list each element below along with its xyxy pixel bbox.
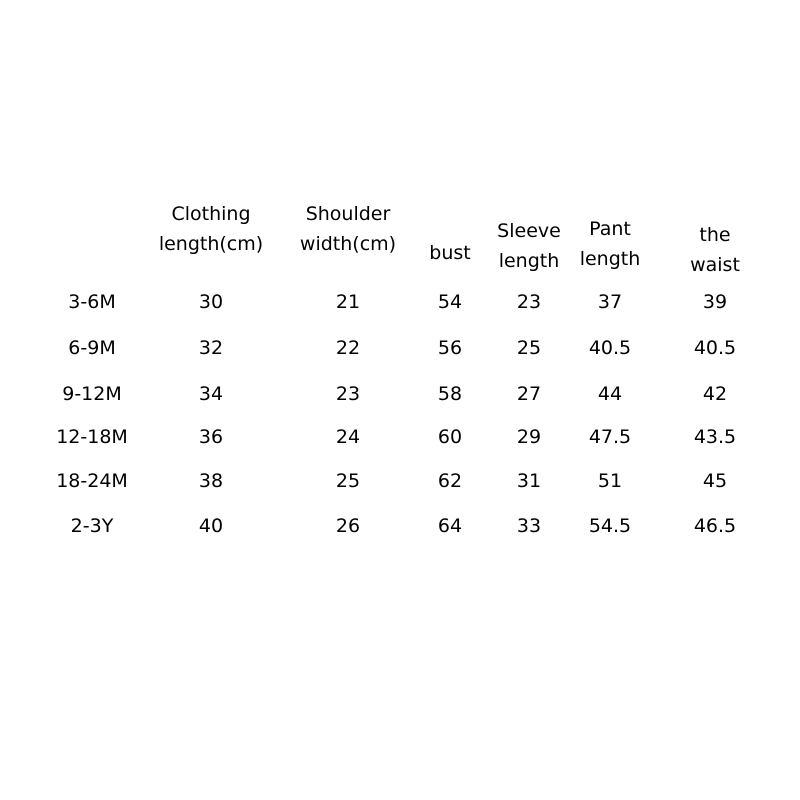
cell-pant-length: 47.5 bbox=[588, 426, 632, 448]
header-waist-line1: the bbox=[699, 224, 731, 246]
cell-pant-length: 40.5 bbox=[588, 337, 632, 359]
header-shoulder-width bbox=[300, 199, 396, 259]
cell-pant-length: 37 bbox=[597, 291, 623, 313]
cell-clothing-length: 32 bbox=[198, 337, 224, 359]
cell-pant-length: 44 bbox=[597, 383, 623, 405]
cell-bust: 54 bbox=[437, 291, 463, 313]
cell-sleeve-length: 23 bbox=[516, 291, 542, 313]
header-clothing-length-line2: length(cm) bbox=[158, 233, 264, 255]
cell-shoulder-width: 23 bbox=[335, 383, 361, 405]
cell-waist: 40.5 bbox=[693, 337, 737, 359]
header-clothing-length-line1: Clothing bbox=[171, 203, 251, 225]
header-bust-line1: bust bbox=[429, 242, 471, 264]
cell-shoulder-width: 26 bbox=[335, 515, 361, 537]
cell-bust: 60 bbox=[437, 426, 463, 448]
row-size-label: 3-6M bbox=[68, 291, 116, 313]
header-shoulder-width-line2: width(cm) bbox=[299, 233, 397, 255]
cell-bust: 62 bbox=[437, 470, 463, 492]
cell-waist: 43.5 bbox=[693, 426, 737, 448]
cell-bust: 58 bbox=[437, 383, 463, 405]
cell-clothing-length: 30 bbox=[198, 291, 224, 313]
cell-sleeve-length: 29 bbox=[516, 426, 542, 448]
row-size-label: 2-3Y bbox=[70, 515, 114, 537]
header-shoulder-width-line1: Shoulder bbox=[305, 203, 391, 225]
cell-bust: 56 bbox=[437, 337, 463, 359]
cell-clothing-length: 38 bbox=[198, 470, 224, 492]
cell-sleeve-length: 27 bbox=[516, 383, 542, 405]
header-sleeve-length bbox=[497, 216, 561, 276]
header-sleeve-length-line1: Sleeve bbox=[497, 220, 561, 242]
cell-waist: 45 bbox=[702, 470, 728, 492]
cell-clothing-length: 40 bbox=[198, 515, 224, 537]
cell-clothing-length: 36 bbox=[198, 426, 224, 448]
cell-waist: 46.5 bbox=[693, 515, 737, 537]
cell-waist: 39 bbox=[702, 291, 728, 313]
cell-pant-length: 54.5 bbox=[588, 515, 632, 537]
cell-shoulder-width: 25 bbox=[335, 470, 361, 492]
row-size-label: 6-9M bbox=[68, 337, 116, 359]
cell-pant-length: 51 bbox=[597, 470, 623, 492]
cell-sleeve-length: 25 bbox=[516, 337, 542, 359]
cell-clothing-length: 34 bbox=[198, 383, 224, 405]
cell-sleeve-length: 33 bbox=[516, 515, 542, 537]
cell-shoulder-width: 24 bbox=[335, 426, 361, 448]
header-pant-length-line1: Pant bbox=[589, 218, 631, 240]
row-size-label: 12-18M bbox=[56, 426, 128, 448]
cell-bust: 64 bbox=[437, 515, 463, 537]
cell-sleeve-length: 31 bbox=[516, 470, 542, 492]
header-pant-length-line2: length bbox=[579, 248, 641, 270]
header-waist bbox=[690, 220, 740, 280]
row-size-label: 18-24M bbox=[56, 470, 128, 492]
header-sleeve-length-line2: length bbox=[498, 250, 560, 272]
row-size-label: 9-12M bbox=[62, 383, 122, 405]
header-clothing-length bbox=[159, 199, 263, 259]
header-waist-line2: waist bbox=[690, 254, 740, 276]
header-pant-length bbox=[580, 214, 641, 274]
cell-shoulder-width: 21 bbox=[335, 291, 361, 313]
cell-waist: 42 bbox=[702, 383, 728, 405]
cell-shoulder-width: 22 bbox=[335, 337, 361, 359]
header-bust bbox=[429, 238, 470, 268]
